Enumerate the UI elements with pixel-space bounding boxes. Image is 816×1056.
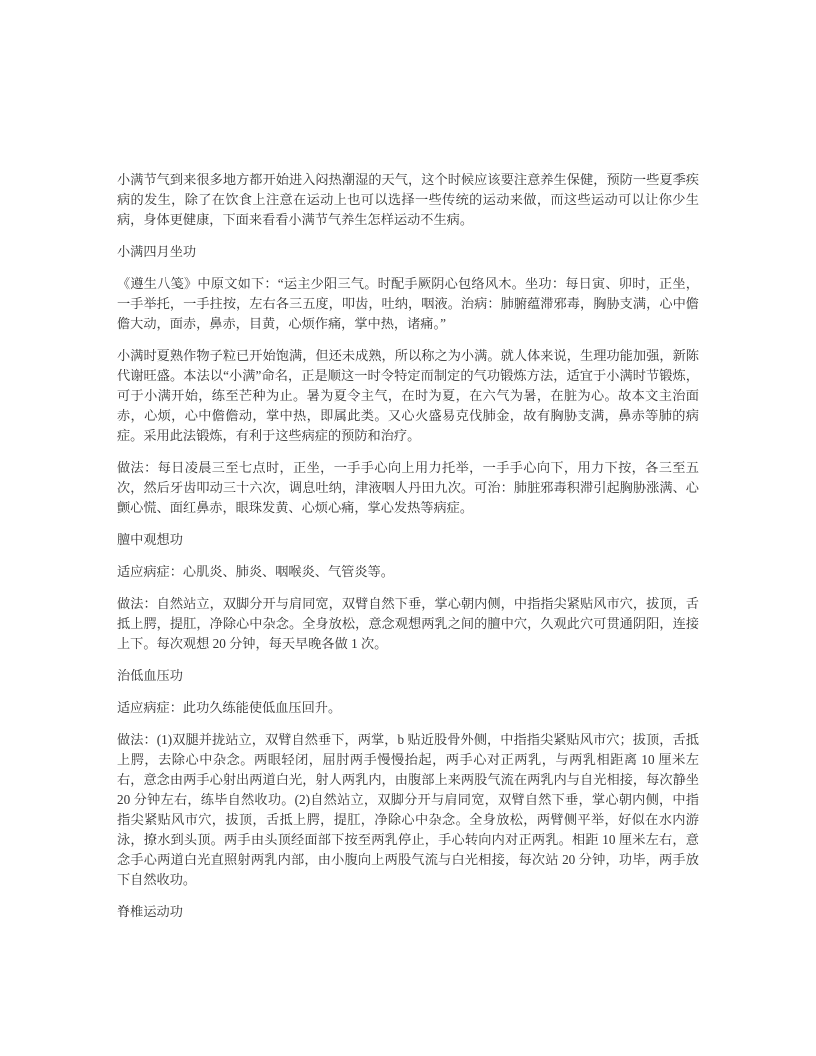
heading-spine-exercise: 脊椎运动功	[117, 904, 183, 919]
heading-hypotension-treatment-exercise: 治低血压功	[117, 668, 183, 683]
paragraph-intro: 小满节气到来很多地方都开始进入闷热潮湿的天气，这个时候应该要注意养生保健，预防一些夏季疾病的发生，除了在饮食上注意在运动上也可以选择一些传统的运动来做，而这些运动可以让你少生病，身体更健康，下面来看看小满节气养生怎样运动不生病。	[117, 172, 699, 227]
paragraph-danzhong-indications: 适应病症：心肌炎、肺炎、咽喉炎、气管炎等。	[117, 564, 394, 579]
paragraph-zunsheng-bajian-quote: 《遵生八笺》中原文如下：“运主少阳三气。时配手厥阴心包络风木。坐功：每日寅、卯时，正坐，一手举托，一手拄按，左右各三五度，叩齿，吐纳，咽液。治病：肺腑蕴滞邪毒，胸胁支满，心中儋儋大动，面赤，鼻赤，目黄，心烦作痛，掌中热，诸痛。”	[117, 276, 699, 331]
heading-danzhong-visualization-exercise: 膻中观想功	[117, 532, 183, 547]
paragraph-hypotension-indications: 适应病症：此功久练能使低血压回升。	[117, 700, 342, 715]
paragraph-danzhong-method: 做法：自然站立，双脚分开与肩同宽，双臂自然下垂，掌心朝内侧，中指指尖紧贴风市穴，拔顶，舌抵上腭，提肛，净除心中杂念。全身放松，意念观想两乳之间的膻中穴，久观此穴可贯通阴阳，连接上下。每次观想 20 分钟，每天早晚各做 1 次。	[117, 596, 699, 651]
paragraph-sitting-exercise-method: 做法：每日凌晨三至七点时，正坐，一手手心向上用力托举，一手手心向下，用力下按，各三至五次，然后牙齿叩动三十六次，调息吐纳，津液咽人丹田九次。可治：肺脏邪毒积滞引起胸胁涨满、心颤心慌、面红鼻赤，眼珠发黄、心烦心痛，掌心发热等病症。	[117, 460, 699, 515]
heading-xiaoman-april-sitting-exercise: 小满四月坐功	[117, 244, 197, 259]
paragraph-hypotension-method: 做法：(1)双腿并拢站立，双臂自然垂下，两掌，b 贴近股骨外侧，中指指尖紧贴风市穴；拔顶，舌抵上腭，去除心中杂念。两眼轻闭，屈肘两手慢慢抬起，两手心对正两乳，与两乳相距离 10 厘米左右，意念由两手心射出两道白光，射人两乳内，由腹部上来两股气流在两乳内与自光相接，每次静坐 20 分钟左右，练毕自然收功。(2)自然站立，双脚分开与肩同宽，双臂自然下垂，掌心朝内侧，中指指尖紧贴风市穴，拔顶，舌抵上腭，提肛，净除心中杂念。全身放松，两臂侧平举，好似在水内游泳，撩水到头顶。两手由头顶经面部下按至两乳停止，手心转向内对正两乳。相距 10 厘米左右，意念手心两道白光直照射两乳内部，由小腹向上两股气流与白光相接，每次站 20 分钟，功毕，两手放下自然收功。	[117, 732, 699, 887]
paragraph-xiaoman-explanation: 小满时夏熟作物子粒已开始饱满，但还未成熟，所以称之为小满。就人体来说，生理功能加强，新陈代谢旺盛。本法以“小满”命名，正是顺这一时令特定而制定的气功锻炼方法，适宜于小满时节锻炼，可于小满开始，练至芒种为止。暑为夏令主气，在时为夏，在六气为暑，在脏为心。故本文主治面赤，心烦，心中儋儋动，掌中热，即属此类。又心火盛易克伐肺金，故有胸胁支满，鼻赤等肺的病症。采用此法锻炼，有利于这些病症的预防和治疗。	[117, 348, 699, 443]
